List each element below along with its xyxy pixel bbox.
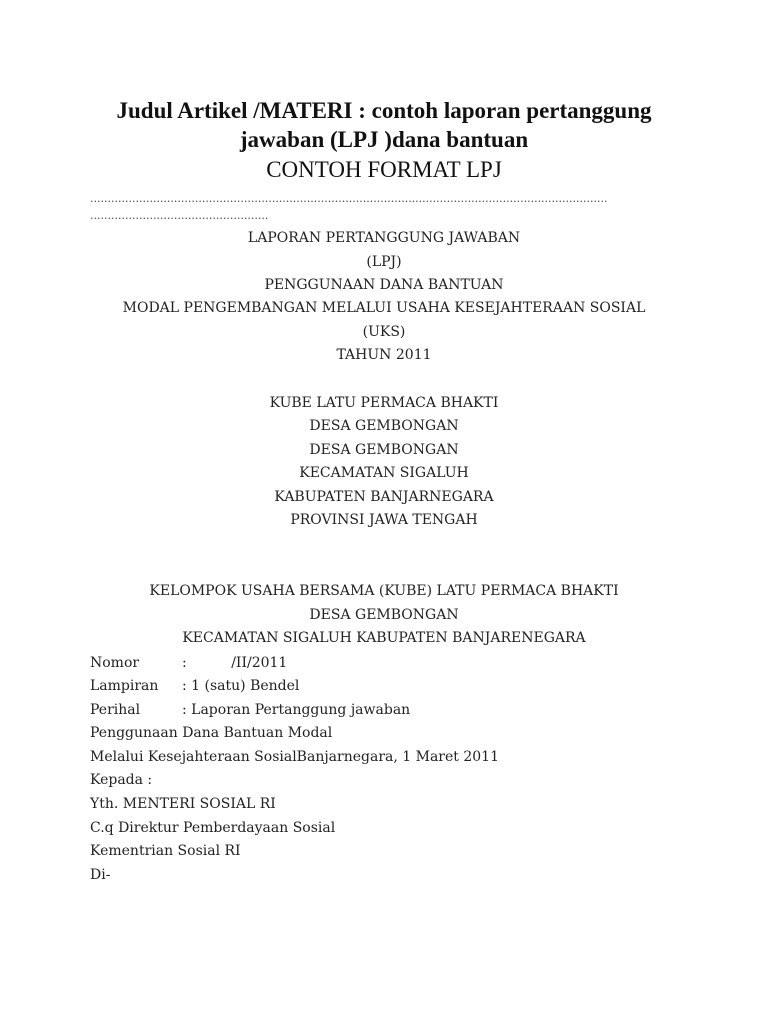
organization-line: KUBE LATU PERMACA BHAKTI xyxy=(269,395,499,411)
report-header-line: PENGGUNAAN DANA BANTUAN xyxy=(264,277,504,293)
organization-line: PROVINSI JAWA TENGAH xyxy=(290,512,478,528)
letter-body-line: Yth. MENTERI SOSIAL RI xyxy=(90,796,276,812)
letterhead-line: KELOMPOK USAHA BERSAMA (KUBE) LATU PERMACA BHAKTI xyxy=(149,583,619,599)
letter-body-line: Melalui Kesejahteraan SosialBanjarnegara, 1 Maret 2011 xyxy=(90,749,499,765)
field-label-nomor: Nomor xyxy=(90,655,140,671)
report-header-line: (UKS) xyxy=(362,324,406,340)
field-value-nomor: : /II/2011 xyxy=(182,655,288,671)
article-title-line-2: jawaban (LPJ )dana bantuan xyxy=(239,127,529,152)
organization-line: KABUPATEN BANJARNEGARA xyxy=(274,489,494,505)
format-title: CONTOH FORMAT LPJ xyxy=(266,157,502,182)
article-title xyxy=(90,96,678,154)
organization-line: DESA GEMBONGAN xyxy=(309,418,459,434)
organization-line: KECAMATAN SIGALUH xyxy=(299,465,469,481)
field-label-perihal: Perihal xyxy=(90,702,141,718)
letter-body-line: Kepada : xyxy=(90,772,153,788)
report-header-line: MODAL PENGEMBANGAN MELALUI USAHA KESEJAHTERAAN SOSIAL xyxy=(122,300,646,316)
letterhead-line: DESA GEMBONGAN xyxy=(309,607,459,623)
organization-line: DESA GEMBONGAN xyxy=(309,442,459,458)
dotted-separator-1: .................................................................................................................................................... xyxy=(90,192,608,205)
report-header-line: LAPORAN PERTANGGUNG JAWABAN xyxy=(247,230,521,246)
letterhead-line: KECAMATAN SIGALUH KABUPATEN BANJARENEGARA xyxy=(182,630,586,646)
dotted-separator-2: ................................................... xyxy=(90,209,269,222)
letter-body-line: Kementrian Sosial RI xyxy=(90,843,241,859)
field-value-lampiran: : 1 (satu) Bendel xyxy=(182,678,300,694)
report-header-line: (LPJ) xyxy=(366,254,402,270)
report-header-line: TAHUN 2011 xyxy=(336,347,432,363)
article-title-line-1: Judul Artikel /MATERI : contoh laporan pertanggung xyxy=(116,98,652,123)
letter-body-line: C.q Direktur Pemberdayaan Sosial xyxy=(90,820,336,836)
letter-body-line: Penggunaan Dana Bantuan Modal xyxy=(90,725,333,741)
letter-body-line: Di- xyxy=(90,867,111,883)
field-value-perihal: : Laporan Pertanggung jawaban xyxy=(182,702,411,718)
field-label-lampiran: Lampiran xyxy=(90,678,159,694)
